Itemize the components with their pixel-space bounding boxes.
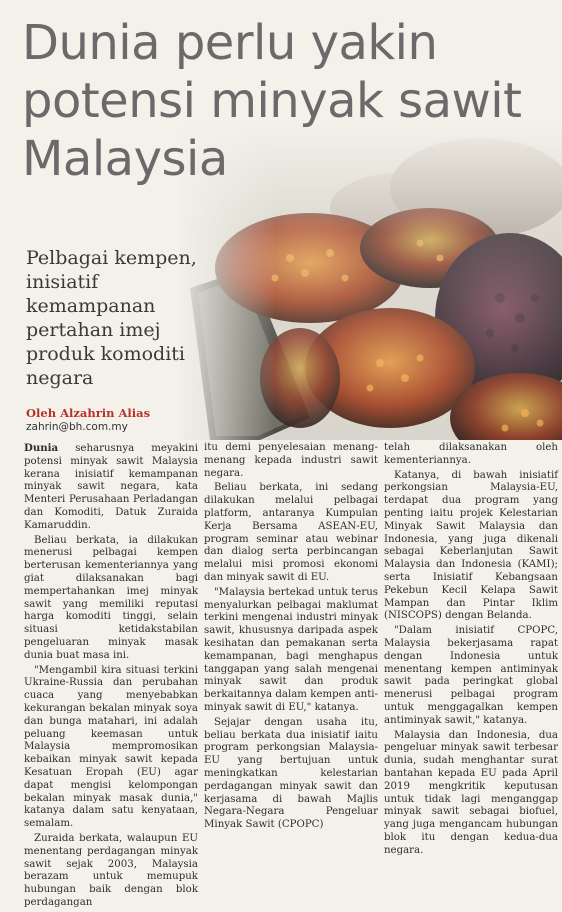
paragraph: Sejajar dengan usaha itu, beliau berkata dua inisiatif iaitu program perkongsian Malaysia-EU yang bertujuan untuk meningkatkan kelestarian perdagangan minyak sawit dan kerjasama di bawah Majlis Negara-Negara Pengeluar Minyak Sawit (CPOPC) — [204, 716, 378, 831]
paragraph: "Dalam inisiatif CPOPC, Malaysia bekerjasama rapat dengan Indonesia untuk menentang kempen antiminyak sawit pada peringkat global menerusi pelbagai program untuk menggagalkan kempen antiminyak sawit," katanya. — [384, 625, 558, 726]
paragraph: "Malaysia bertekad untuk terus menyalurkan pelbagai maklumat terkini mengenai industri minyak sawit, khususnya daripada aspek kesihatan dan pemakanan serta kemampanan, bagi menghapus tanggapan yang salah mengenai minyak sawit dan produk berkaitannya dalam kempen anti-minyak sawit di EU," katanya. — [204, 586, 378, 713]
paragraph-text: seharusnya meyakini potensi minyak sawit Malaysia kerana inisiatif kemampanan minyak sawit negara, kata Menteri Perusahaan Perladangan dan Komoditi, Datuk Zuraida Kamaruddin. — [24, 443, 198, 531]
lead-word: Dunia — [24, 442, 59, 454]
byline: Oleh Alzahrin Alias — [26, 406, 151, 420]
paragraph: Katanya, di bawah inisiatif perkongsian Malaysia-EU, terdapat dua program yang penting iaitu projek Kelestarian Minyak Sawit Malaysia dan Indonesia, yang juga dikenali sebagai Keberlanjutan Sawit Malaysia dan Indonesia (KAMI); serta Inisiatif Kebangsaan Pekebun Kecil Kelapa Sawit Mampan dan Pintar Iklim (NISCOPS) dengan Belanda. — [384, 469, 558, 622]
paragraph: "Mengambil kira situasi terkini Ukraine-Russia dan perubahan cuaca yang menyebabkan kekurangan bekalan minyak soya dan bunga matahari, ini adalah peluang keemasan untuk Malaysia mempromosikan kebaikan minyak sawit kepada Kesatuan Eropah (EU) agar dapat mengisi kelompongan bekalan minyak masak dunia," katanya dalam satu kenyataan, semalam. — [24, 664, 198, 830]
paragraph: Malaysia dan Indonesia, dua pengeluar minyak sawit terbesar dunia, sudah menghantar surat bantahan kepada EU pada April 2019 mengkritik keputusan untuk tidak lagi menganggap minyak sawit sebagai biofuel, yang juga mengancam hubungan blok itu dengan kedua-dua negara. — [384, 729, 558, 856]
paragraph — [24, 442, 198, 533]
paragraph: itu demi penyelesaian menang-menang kepada industri sawit negara. — [204, 442, 378, 479]
article-column-1 — [24, 442, 198, 912]
paragraph: telah dilaksanakan oleh kementeriannya. — [384, 442, 558, 466]
article-column-2 — [204, 442, 378, 834]
headline: Dunia perlu yakin potensi minyak sawit Malaysia — [22, 15, 522, 187]
paragraph: Zuraida berkata, walaupun EU menentang perdagangan minyak sawit sejak 2003, Malaysia berazam untuk memupuk hubungan baik dengan blok perdagangan — [24, 832, 198, 908]
article-column-3 — [384, 442, 558, 860]
paragraph: Beliau berkata, ia dilakukan menerusi pelbagai kempen berterusan kementeriannya yang giat dilaksanakan bagi mempertahankan imej minyak sawit yang memiliki reputasi harga komoditi tinggi, selain situasi ketidakstabilan pengeluaran minyak masak dunia buat masa ini. — [24, 534, 198, 661]
paragraph: Beliau berkata, ini sedang dilakukan melalui pelbagai platform, antaranya Kumpulan Kerja Bersama ASEAN-EU, program seminar atau webinar dan dialog serta perbincangan melalui misi promosi ekonomi dan minyak sawit di EU. — [204, 482, 378, 583]
subheadline: Pelbagai kempen, inisiatif kemampanan pertahan imej produk komoditi negara — [26, 247, 197, 389]
author-email[interactable]: zahrin@bh.com.my — [26, 421, 128, 433]
